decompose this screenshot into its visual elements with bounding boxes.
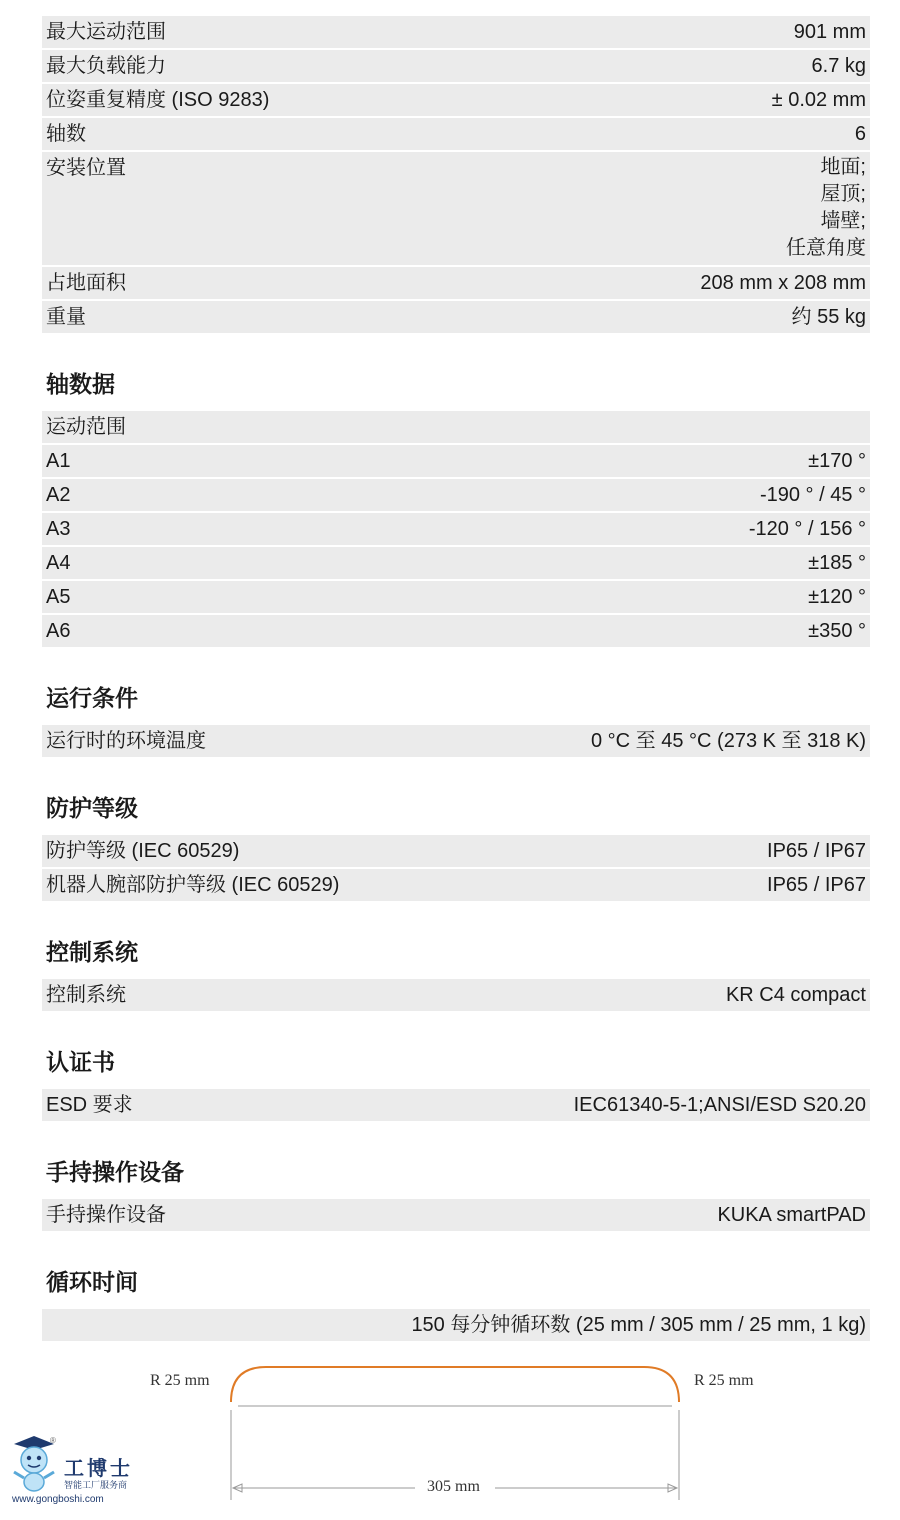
radius-left-label: R 25 mm: [150, 1372, 210, 1389]
row-value: 6.7 kg: [811, 55, 866, 77]
row-label: 机器人腕部防护等级 (IEC 60529): [46, 874, 340, 896]
spec-row: [42, 1199, 870, 1233]
spec-row: [42, 725, 870, 759]
row-label: 最大负载能力: [46, 55, 166, 77]
row-label: 安装位置: [46, 157, 126, 179]
row-label: A6: [46, 620, 71, 642]
row-value: ±185 °: [808, 552, 866, 574]
spec-row: [42, 979, 870, 1013]
row-label: 位姿重复精度 (ISO 9283): [46, 89, 270, 111]
row-label: A3: [46, 518, 71, 540]
row-label: A4: [46, 552, 71, 574]
span-dimension-label: 305 mm: [427, 1478, 480, 1495]
spec-row: [42, 118, 870, 152]
row-value: ± 0.02 mm: [771, 89, 866, 111]
spec-row: [42, 615, 870, 649]
spec-row: [42, 547, 870, 581]
row-value: IEC61340-5-1;ANSI/ESD S20.20: [573, 1094, 866, 1116]
logo-subtitle: 智能工厂服务商: [64, 1480, 128, 1490]
mounting-ceiling: 屋顶;: [820, 183, 866, 205]
section-general: [42, 16, 870, 335]
section-heading: 轴数据: [46, 371, 115, 397]
section-heading: 运行条件: [46, 685, 138, 711]
row-label: A2: [46, 484, 71, 506]
row-label: 手持操作设备: [46, 1204, 166, 1226]
row-label: 最大运动范围: [46, 21, 166, 43]
spec-row: [42, 479, 870, 513]
spec-row: [42, 445, 870, 479]
section-operating-conditions: [42, 683, 870, 759]
row-value: 0 °C 至 45 °C (273 K 至 318 K): [591, 730, 866, 752]
spec-row: [42, 513, 870, 547]
row-label: 运行时的环境温度: [46, 730, 206, 752]
row-value: ±120 °: [808, 586, 866, 608]
spec-document: [42, 0, 870, 1343]
row-value: 150 每分钟循环数 (25 mm / 305 mm / 25 mm, 1 kg): [411, 1314, 866, 1336]
registered-mark: ®: [50, 1436, 56, 1445]
section-heading: 循环时间: [46, 1269, 138, 1295]
section-axis-data: [42, 369, 870, 649]
row-label: ESD 要求: [46, 1094, 133, 1116]
section-heading: 控制系统: [46, 939, 138, 965]
row-value: -190 ° / 45 °: [759, 484, 866, 506]
row-label: 运动范围: [46, 416, 126, 438]
row-value: IP65 / IP67: [767, 840, 866, 862]
section-heading: 手持操作设备: [46, 1159, 184, 1185]
row-value: ±350 °: [808, 620, 866, 642]
spec-row: [42, 84, 870, 118]
row-value: 901 mm: [793, 21, 866, 43]
row-label: 防护等级 (IEC 60529): [46, 840, 240, 862]
row-label: 占地面积: [46, 272, 126, 294]
row-label: A5: [46, 586, 71, 608]
row-value: -120 ° / 156 °: [748, 518, 866, 540]
row-value: 208 mm x 208 mm: [700, 272, 866, 294]
radius-right-label: R 25 mm: [694, 1372, 754, 1389]
row-value-list: [786, 152, 866, 265]
spec-row: [42, 581, 870, 615]
spec-row: [42, 267, 870, 301]
section-heading: 防护等级: [46, 795, 138, 821]
section-cycle-time: [42, 1267, 870, 1343]
spec-row: [42, 16, 870, 50]
section-controller: [42, 937, 870, 1013]
spec-row-mounting: [42, 152, 870, 267]
mounting-floor: 地面;: [820, 156, 866, 178]
spec-row: [42, 301, 870, 335]
cycle-path-curve: [231, 1367, 679, 1402]
spec-row: [42, 50, 870, 84]
logo-url: www.gongboshi.com: [12, 1494, 104, 1505]
row-value: 约 55 kg: [791, 306, 866, 328]
section-protection-class: [42, 793, 870, 903]
spec-row: [42, 835, 870, 869]
logo-brand: 工博士: [64, 1456, 133, 1480]
row-value: IP65 / IP67: [767, 874, 866, 896]
row-label: 重量: [46, 306, 86, 328]
row-value: ±170 °: [808, 450, 866, 472]
watermark-logo: [8, 1436, 148, 1508]
mounting-any-angle: 任意角度: [786, 237, 866, 259]
row-label: A1: [46, 450, 71, 472]
row-value: 6: [854, 123, 866, 145]
row-label: 轴数: [46, 123, 86, 145]
section-teach-pendant: [42, 1157, 870, 1233]
cut-off-heading: [42, 0, 870, 16]
spec-row: [42, 1089, 870, 1123]
row-value: KUKA smartPAD: [717, 1204, 866, 1226]
spec-row: [42, 411, 870, 445]
mascot-icon: [8, 1436, 62, 1496]
row-value: KR C4 compact: [725, 984, 866, 1006]
spec-row: [42, 869, 870, 903]
spec-row: [42, 1309, 870, 1343]
section-heading: 认证书: [46, 1049, 115, 1075]
mounting-wall: 墙壁;: [820, 210, 866, 232]
row-label: 控制系统: [46, 984, 126, 1006]
section-certificates: [42, 1047, 870, 1123]
